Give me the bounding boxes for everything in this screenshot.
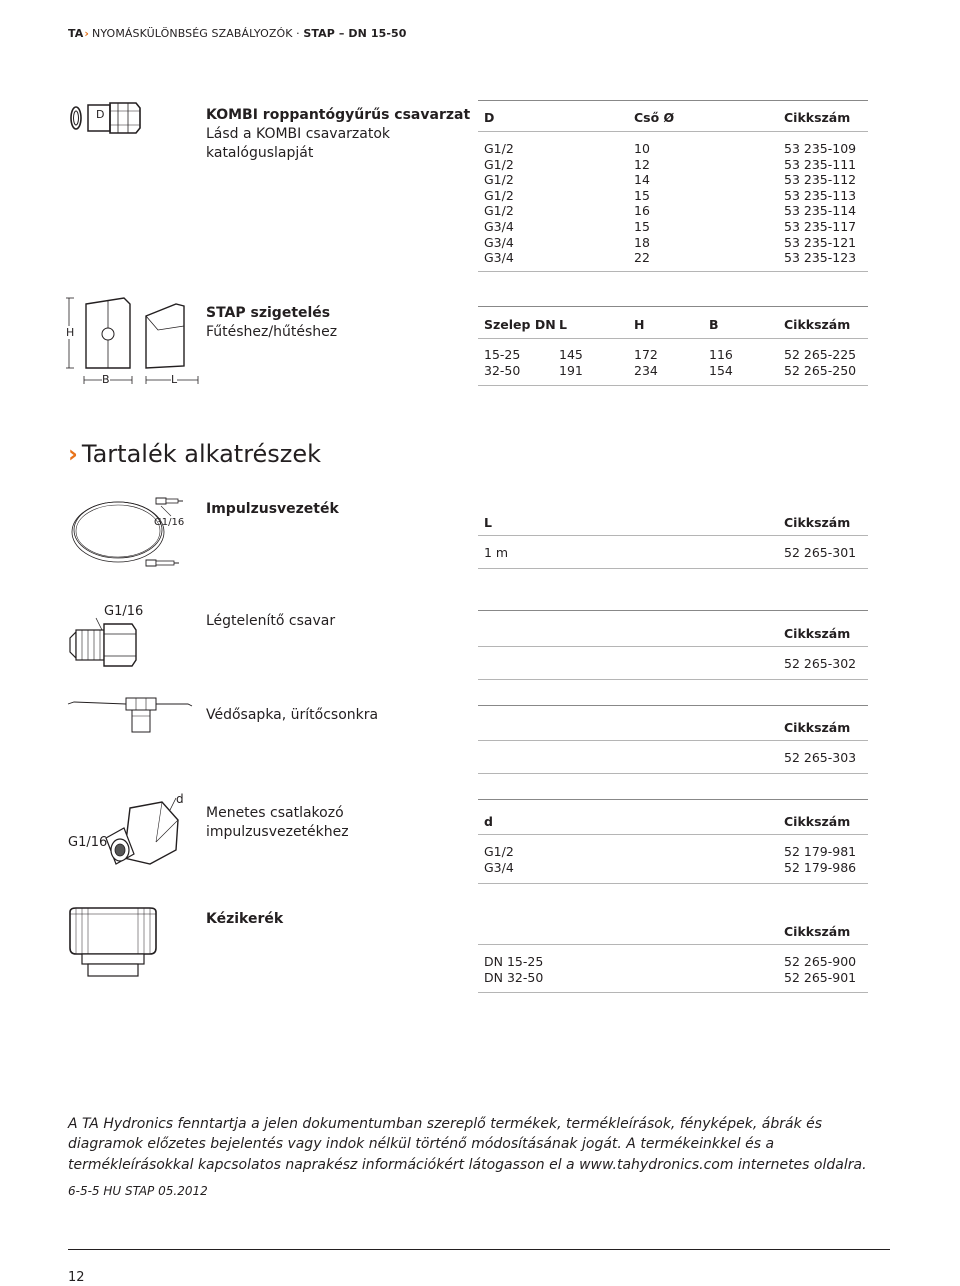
connector-title: Menetes csatlakozó impulzusvezetékhez: [206, 805, 349, 840]
handwheel-code-2: 52 265-901: [784, 970, 857, 985]
vent-title: Légtelenítő csavar: [206, 613, 336, 629]
cell-pipe: 22: [634, 250, 650, 266]
table-cell: 32-50: [484, 363, 521, 378]
table-bottom-rule: [478, 992, 868, 993]
cell-d: G3/4: [484, 234, 514, 250]
column-d: [484, 141, 514, 266]
table-header-rule: [478, 646, 868, 647]
cell-code: 53 235-113: [784, 187, 857, 203]
table-bottom-rule: [478, 568, 868, 569]
handwheel-dn-1: DN 15-25: [484, 954, 544, 969]
kombi-fitting-drawing: [66, 100, 156, 140]
cell-code: 53 235-112: [784, 172, 857, 188]
impulse-title: Impulzusvezeték: [206, 501, 339, 517]
impulse-tube-drawing: [66, 492, 196, 574]
connector-d-2: G3/4: [484, 860, 514, 875]
cell-pipe: 10: [634, 141, 650, 156]
handwheel-dn-2: DN 32-50: [484, 970, 544, 985]
header-code: Cikkszám: [784, 626, 851, 641]
vent-code: 52 265-302: [784, 656, 857, 671]
height-label: H: [66, 326, 75, 339]
table-top-rule: [478, 799, 868, 800]
chevron-right-icon: ›: [68, 440, 78, 468]
diameter-label: D: [96, 108, 105, 121]
impulse-code: 52 265-301: [784, 545, 857, 560]
header-d: d: [484, 814, 493, 829]
connector-code-1: 52 179-981: [784, 844, 857, 859]
table-header-rule: [478, 834, 868, 835]
cell-code: 53 235-109: [784, 141, 857, 156]
cell-pipe: 15: [634, 218, 650, 234]
cell-d: G3/4: [484, 218, 514, 234]
impulse-length: 1 m: [484, 545, 509, 560]
header-d: D: [484, 110, 495, 125]
header-valve-dn: Szelep DN: [484, 317, 556, 332]
header-l: L: [559, 317, 567, 332]
cell-pipe: 15: [634, 187, 650, 203]
table-cell: 52 265-250: [784, 363, 857, 378]
table-cell: 172: [634, 347, 658, 362]
cell-pipe: 16: [634, 203, 650, 219]
table-header-rule: [478, 535, 868, 536]
cell-pipe: 18: [634, 234, 650, 250]
brand-logo: TA: [68, 27, 84, 40]
width-label: B: [102, 373, 110, 386]
table-bottom-rule: [478, 385, 868, 386]
insulation-drawing: [66, 296, 206, 388]
insulation-title: STAP szigetelés Fűtéshez/hűtéshez: [206, 305, 338, 340]
cell-code: 53 235-121: [784, 234, 857, 250]
table-cell: 191: [559, 363, 583, 378]
handwheel-code-1: 52 265-900: [784, 954, 857, 969]
cell-pipe: 14: [634, 172, 650, 188]
header-code: Cikkszám: [784, 814, 851, 829]
cell-code: 53 235-114: [784, 203, 857, 219]
table-top-rule: [478, 610, 868, 611]
handwheel-title: Kézikerék: [206, 911, 284, 927]
cell-d: G1/2: [484, 156, 514, 172]
connector-d-1: G1/2: [484, 844, 514, 859]
table-top-rule: [478, 705, 868, 706]
header-h: H: [634, 317, 645, 332]
connector-code-2: 52 179-986: [784, 860, 857, 875]
table-top-rule: [478, 306, 868, 307]
table-bottom-rule: [478, 679, 868, 680]
table-cell: 52 265-225: [784, 347, 857, 362]
protective-cap-drawing: [66, 692, 196, 740]
kombi-title: KOMBI roppantógyűrűs csavarzat Lásd a KOMBI csavarzatok katalóguslapját: [206, 107, 471, 161]
cap-code: 52 265-303: [784, 750, 857, 765]
cell-d: G1/2: [484, 172, 514, 188]
breadcrumb: NYOMÁSKÜLÖNBSÉG SZABÁLYOZÓK · STAP – DN 15-50: [92, 27, 407, 40]
header-b: B: [709, 317, 719, 332]
section-title: › Tartalék alkatrészek: [68, 440, 322, 468]
cell-pipe: 12: [634, 156, 650, 172]
cell-d: G1/2: [484, 187, 514, 203]
document-code: 6-5-5 HU STAP 05.2012: [68, 1184, 208, 1198]
header-pipe: Cső Ø: [634, 110, 675, 125]
table-header-rule: [478, 740, 868, 741]
cell-d: G1/2: [484, 203, 514, 219]
header-code: Cikkszám: [784, 317, 851, 332]
header-l: L: [484, 515, 492, 530]
table-cell: 116: [709, 347, 733, 362]
thread-label: G1/16: [68, 835, 108, 850]
disclaimer: A TA Hydronics fenntartja a jelen dokumentumban szereplő termékek, termékleírások, fényképek, ábrák és diagramok előzetes bejelentés vagy indok nélkül történő módosításának jogát. A termékeinkkel és a termékleírásokkal kapcsolatos naprakész információkért látogasson el a www.tahydronics.com internetes oldalra.: [68, 1116, 867, 1173]
cell-code: 53 235-111: [784, 156, 857, 172]
cell-code: 53 235-117: [784, 218, 857, 234]
thread-label: G1/16: [104, 604, 144, 619]
table-bottom-rule: [478, 883, 868, 884]
length-label: L: [171, 373, 178, 386]
column-pipe: [634, 141, 650, 266]
cap-title: Védősapka, ürítőcsonkra: [206, 707, 379, 723]
table-bottom-rule: [478, 773, 868, 774]
table-cell: 234: [634, 363, 658, 378]
cell-d: G1/2: [484, 141, 514, 156]
page-number: 12: [68, 1270, 85, 1285]
thread-label: G1/16: [154, 517, 185, 528]
column-code: [784, 141, 856, 266]
table-top-rule: [478, 100, 868, 101]
table-cell: 154: [709, 363, 733, 378]
handwheel-drawing: [66, 904, 166, 984]
table-cell: 15-25: [484, 347, 521, 362]
vent-screw-drawing: [66, 618, 156, 670]
threaded-connector-drawing: [100, 798, 190, 876]
chevron-right-icon: ›: [84, 27, 90, 40]
table-bottom-rule: [478, 271, 868, 272]
page-header: [68, 27, 407, 40]
cell-code: 53 235-123: [784, 250, 857, 266]
footer-rule: [68, 1249, 890, 1250]
header-code: Cikkszám: [784, 110, 851, 125]
table-header-rule: [478, 338, 868, 339]
header-code: Cikkszám: [784, 515, 851, 530]
header-code: Cikkszám: [784, 720, 851, 735]
header-code: Cikkszám: [784, 924, 851, 939]
cell-d: G3/4: [484, 250, 514, 266]
table-header-rule: [478, 131, 868, 132]
table-cell: 145: [559, 347, 583, 362]
d-label: d: [176, 792, 184, 806]
table-header-rule: [478, 944, 868, 945]
